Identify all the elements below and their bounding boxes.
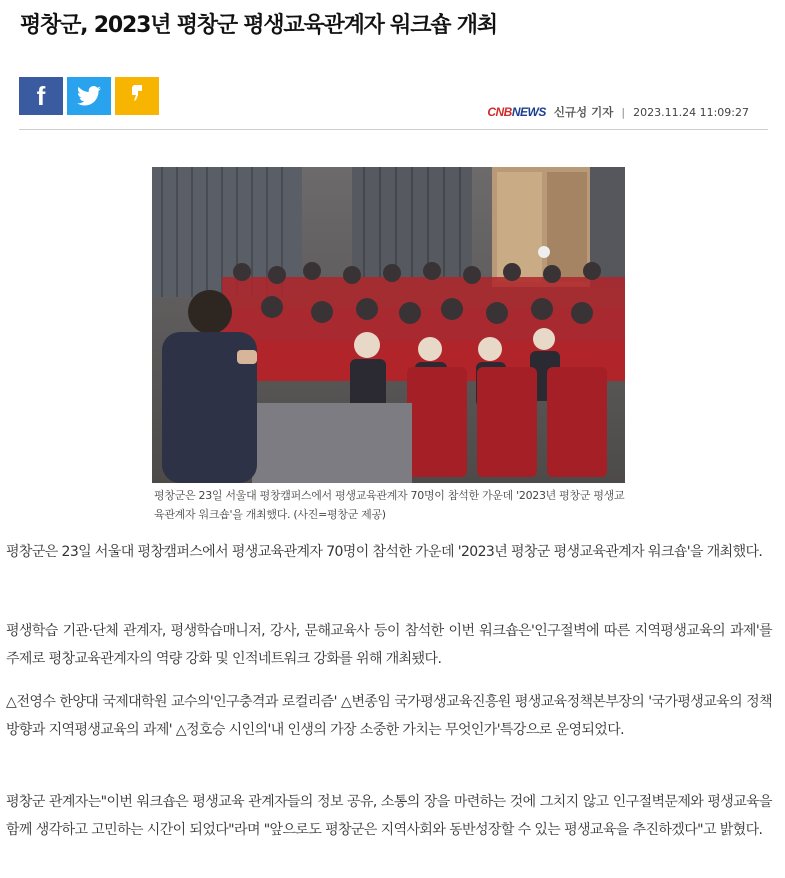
meta-separator: |: [621, 105, 626, 119]
facebook-icon: f: [36, 81, 46, 111]
publish-date: 2023.11.24 11:09:27: [633, 105, 749, 119]
photo-caption: 평창군은 23일 서울대 평창캠퍼스에서 평생교육관계자 70명이 참석한 가운데 '2023년 평창군 평생교육관계자 워크숍'을 개최했다. (사진=평창군 제공): [154, 489, 625, 521]
article-paragraph: 평생학습 기관·단체 관계자, 평생학습매니저, 강사, 문해교육사 등이 참석한 이번 워크숍은'인구절벽에 따른 지역평생교육의 과제'를 주제로 평창교육관계자의 역량 강화 및 인적네트워크 강화를 위해 개최됐다.: [6, 623, 772, 667]
twitter-bird-icon: [77, 86, 101, 106]
article-paragraph: 평창군 관계자는"이번 워크숍은 평생교육 관계자들의 정보 공유, 소통의 장을 마련하는 것에 그치지 않고 인구절벽문제와 평생교육을 함께 생각하고 고민하는 시간이 되었다"라며 "앞으로도 평창군은 지역사회와 동반성장할 수 있는 평생교육을 추진하겠다"고 밝혔다.: [6, 794, 772, 838]
header-divider: [19, 129, 768, 130]
twitter-share-button[interactable]: [67, 77, 111, 115]
article-paragraph: 평창군은 23일 서울대 평창캠퍼스에서 평생교육관계자 70명이 참석한 가운데 '2023년 평창군 평생교육관계자 워크숍'을 개최했다.: [6, 544, 763, 560]
logo-cnb-text: CNB: [487, 105, 512, 119]
article-title: 평창군, 2023년 평창군 평생교육관계자 워크숍 개최: [20, 13, 497, 38]
kakaostory-icon: [130, 85, 144, 107]
facebook-share-button[interactable]: [19, 77, 63, 115]
kakaostory-share-button[interactable]: [115, 77, 159, 115]
logo-news-text: NEWS: [511, 105, 546, 119]
article-paragraph: △전영수 한양대 국제대학원 교수의'인구충격과 로컬리즘' △변종임 국가평생교육진흥원 평생교육정책본부장의 '국가평생교육의 정책 방향과 지역평생교육의 과제' △정호승 시인의'내 인생의 가장 소중한 가치는 무엇인가'특강으로 운영되었다.: [6, 694, 772, 738]
share-bar: [19, 77, 159, 115]
article-meta: [487, 104, 749, 120]
photo-illustration: [152, 167, 625, 483]
article-photo: [152, 167, 625, 483]
cnbnews-logo[interactable]: [487, 105, 546, 119]
reporter-name: 신규성 기자: [553, 105, 614, 119]
